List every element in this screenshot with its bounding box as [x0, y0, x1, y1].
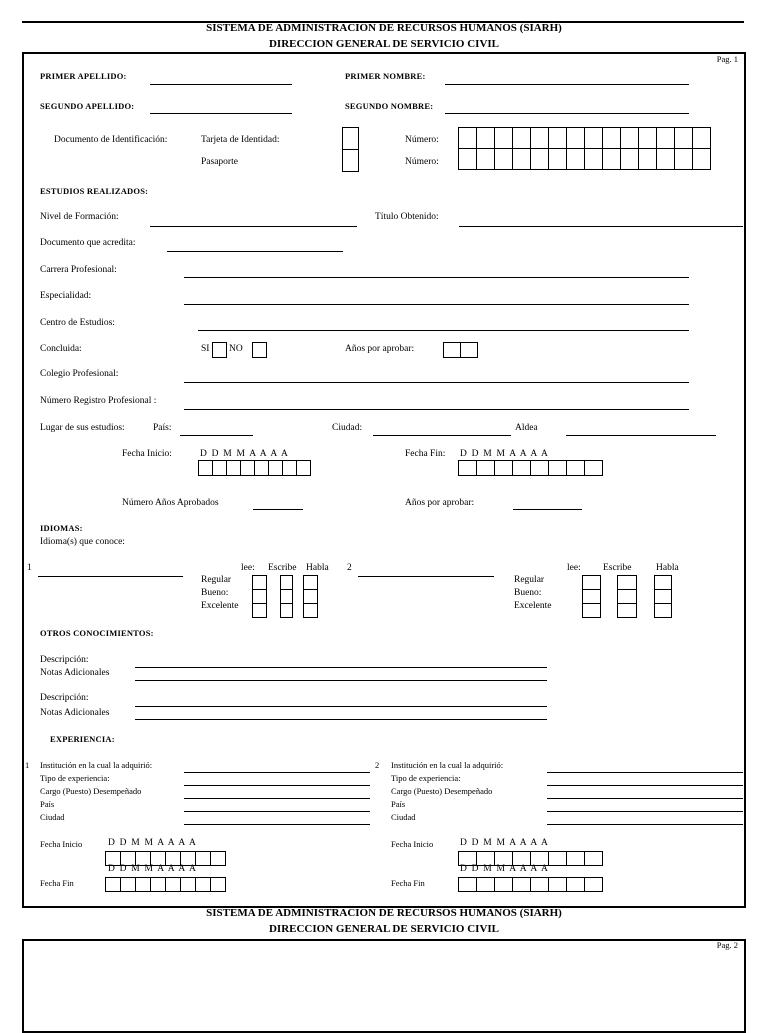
languages-subtitle: Idioma(s) que conoce: — [40, 537, 125, 547]
department-title-page-2: DIRECCION GENERAL DE SERVICIO CIVIL — [268, 923, 500, 935]
primer-apellido-field[interactable] — [150, 84, 292, 85]
department-title: DIRECCION GENERAL DE SERVICIO CIVIL — [268, 38, 500, 50]
segundo-nombre-field[interactable] — [445, 113, 689, 114]
no-label: NO — [229, 344, 243, 354]
cargo-label-2: Cargo (Puesto) Desempeñado — [391, 786, 493, 796]
institucion-label-2: Institución en la cual la adquirió: — [391, 760, 504, 770]
page-1-frame — [22, 52, 746, 908]
exp-fecha-fin-cells-2[interactable] — [458, 877, 603, 892]
notas-field-2[interactable] — [135, 719, 547, 720]
cargo-field-1[interactable] — [184, 798, 370, 799]
pais-field[interactable] — [180, 435, 253, 436]
aldea-field[interactable] — [566, 435, 716, 436]
anos-aprobados-field[interactable] — [253, 509, 303, 510]
pasaporte-label: Pasaporte — [201, 157, 238, 167]
anos-por-aprobar-label-1: Años por aprobar: — [345, 344, 415, 354]
fecha-inicio-mask: D D M M A A A A — [200, 449, 290, 459]
titulo-label: Título Obtenido: — [375, 212, 439, 222]
registro-label: Número Registro Profesional : — [40, 396, 157, 406]
pais-label: País: — [153, 423, 172, 433]
nivel-label: Nivel de Formación: — [40, 212, 119, 222]
pais-field-exp-2[interactable] — [547, 811, 743, 812]
concluida-label: Concluida: — [40, 344, 82, 354]
institucion-label-1: Institución en la cual la adquirió: — [40, 760, 153, 770]
descripcion-label-2: Descripción: — [40, 693, 89, 703]
pais-label-exp-1: País — [40, 799, 55, 809]
ciudad-label: Ciudad: — [332, 423, 363, 433]
documento-field[interactable] — [167, 251, 343, 252]
pais-field-exp-1[interactable] — [184, 811, 370, 812]
si-label: SI — [201, 344, 210, 354]
doc-type-checkboxes[interactable] — [342, 127, 359, 172]
primer-nombre-label: PRIMER NOMBRE: — [345, 71, 426, 81]
colegio-field[interactable] — [184, 382, 689, 383]
pais-label-exp-2: País — [391, 799, 406, 809]
habla-checkboxes-2[interactable] — [654, 575, 672, 618]
lee-label-1: lee: — [241, 563, 255, 573]
descripcion-label-1: Descripción: — [40, 655, 89, 665]
escribe-checkboxes-2[interactable] — [617, 575, 637, 618]
notas-label-2: Notas Adicionales — [40, 708, 110, 718]
page-2-frame — [22, 939, 746, 1033]
aldea-label: Aldea — [515, 423, 538, 433]
notas-field-1[interactable] — [135, 680, 547, 681]
notas-label-1: Notas Adicionales — [40, 668, 110, 678]
documento-label: Documento que acredita: — [40, 238, 136, 248]
tipo-label-1: Tipo de experiencia: — [40, 773, 110, 783]
ciudad-field[interactable] — [373, 435, 511, 436]
other-title: OTROS CONOCIMIENTOS: — [40, 628, 154, 638]
tipo-field-2[interactable] — [547, 785, 743, 786]
carrera-field[interactable] — [184, 277, 689, 278]
excelente-label-1: Excelente — [201, 601, 239, 611]
exp-fecha-inicio-label-1: Fecha Inicio — [40, 839, 83, 849]
ciudad-field-exp-1[interactable] — [184, 824, 370, 825]
exp-fecha-fin-cells-1[interactable] — [105, 877, 226, 892]
language-2-number: 2 — [347, 563, 352, 573]
experience-1-number: 1 — [25, 760, 30, 770]
colegio-label: Colegio Profesional: — [40, 369, 119, 379]
descripcion-field-2[interactable] — [135, 706, 547, 707]
language-1-number: 1 — [27, 563, 32, 573]
habla-checkboxes-1[interactable] — [303, 575, 318, 618]
tipo-label-2: Tipo de experiencia: — [391, 773, 461, 783]
especialidad-label: Especialidad: — [40, 291, 92, 301]
carrera-label: Carrera Profesional: — [40, 265, 117, 275]
nivel-field[interactable] — [150, 226, 357, 227]
anos-por-aprobar-label-2: Años por aprobar: — [405, 498, 475, 508]
fecha-fin-mask: D D M M A A A A — [460, 449, 550, 459]
exp-fecha-inicio-label-2: Fecha Inicio — [391, 839, 434, 849]
si-checkbox[interactable] — [212, 342, 227, 358]
fecha-inicio-label: Fecha Inicio: — [122, 449, 172, 459]
numero-label-1: Número: — [405, 135, 439, 145]
segundo-apellido-label: SEGUNDO APELLIDO: — [40, 101, 135, 111]
centro-field[interactable] — [198, 330, 689, 331]
titulo-field[interactable] — [459, 226, 743, 227]
exp-fecha-fin-mask-2: D D M M A A A A — [460, 864, 550, 874]
anos-aprobados-label: Número Años Aprobados — [122, 498, 219, 508]
exp-fecha-inicio-mask-2: D D M M A A A A — [460, 838, 550, 848]
segundo-nombre-label: SEGUNDO NOMBRE: — [345, 101, 434, 111]
exp-fecha-fin-label-1: Fecha Fin — [40, 878, 74, 888]
lugar-label: Lugar de sus estudios: — [40, 423, 125, 433]
ciudad-field-exp-2[interactable] — [547, 824, 743, 825]
numero-label-2: Número: — [405, 157, 439, 167]
anos-por-aprobar-cells[interactable] — [443, 342, 478, 358]
experience-title: EXPERIENCIA: — [50, 734, 115, 744]
fecha-fin-label: Fecha Fin: — [405, 449, 446, 459]
regular-label-1: Regular — [201, 575, 232, 585]
ciudad-label-exp-1: Ciudad — [40, 812, 65, 822]
lee-checkboxes-1[interactable] — [252, 575, 267, 618]
numero-cells-2[interactable] — [458, 148, 711, 170]
exp-fecha-inicio-mask-1: D D M M A A A A — [108, 838, 198, 848]
no-checkbox[interactable] — [252, 342, 267, 358]
fecha-fin-cells[interactable] — [458, 460, 603, 476]
language-2-field[interactable] — [358, 576, 494, 577]
tarjeta-label: Tarjeta de Identidad: — [201, 135, 280, 145]
descripcion-field-1[interactable] — [135, 667, 547, 668]
regular-label-2: Regular — [514, 575, 545, 585]
primer-nombre-field[interactable] — [445, 84, 689, 85]
system-title: SISTEMA DE ADMINISTRACION DE RECURSOS HUMANOS (SIARH) — [206, 22, 562, 34]
centro-label: Centro de Estudios: — [40, 318, 115, 328]
registro-field[interactable] — [184, 409, 689, 410]
ciudad-label-exp-2: Ciudad — [391, 812, 416, 822]
experience-2-number: 2 — [375, 760, 380, 770]
especialidad-field[interactable] — [184, 304, 689, 305]
exp-fecha-fin-label-2: Fecha Fin — [391, 878, 425, 888]
studies-title: ESTUDIOS REALIZADOS: — [40, 186, 149, 196]
bueno-label-2: Bueno: — [514, 588, 542, 598]
doc-id-label: Documento de Identificación: — [54, 135, 168, 145]
excelente-label-2: Excelente — [514, 601, 552, 611]
page-number-2: Pag. 2 — [716, 940, 738, 950]
languages-title: IDIOMAS: — [40, 523, 83, 533]
cargo-field-2[interactable] — [547, 798, 743, 799]
language-1-field[interactable] — [38, 576, 183, 577]
numero-cells-1[interactable] — [458, 127, 711, 149]
page-number: Pag. 1 — [716, 54, 738, 64]
exp-fecha-fin-mask-1: D D M M A A A A — [108, 864, 198, 874]
primer-apellido-label: PRIMER APELLIDO: — [40, 71, 127, 81]
fecha-inicio-cells[interactable] — [198, 460, 311, 476]
escribe-label-2: Escribe — [603, 563, 632, 573]
lee-label-2: lee: — [567, 563, 581, 573]
institucion-field-1[interactable] — [184, 772, 370, 773]
bueno-label-1: Bueno: — [201, 588, 229, 598]
cargo-label-1: Cargo (Puesto) Desempeñado — [40, 786, 142, 796]
escribe-label-1: Escribe — [268, 563, 297, 573]
institucion-field-2[interactable] — [547, 772, 743, 773]
tipo-field-1[interactable] — [184, 785, 370, 786]
system-title-page-2: SISTEMA DE ADMINISTRACION DE RECURSOS HUMANOS (SIARH) — [206, 907, 562, 919]
segundo-apellido-field[interactable] — [150, 113, 292, 114]
lee-checkboxes-2[interactable] — [582, 575, 601, 618]
habla-label-2: Habla — [656, 563, 679, 573]
habla-label-1: Habla — [306, 563, 329, 573]
anos-por-aprobar-field[interactable] — [513, 509, 582, 510]
escribe-checkboxes-1[interactable] — [280, 575, 293, 618]
